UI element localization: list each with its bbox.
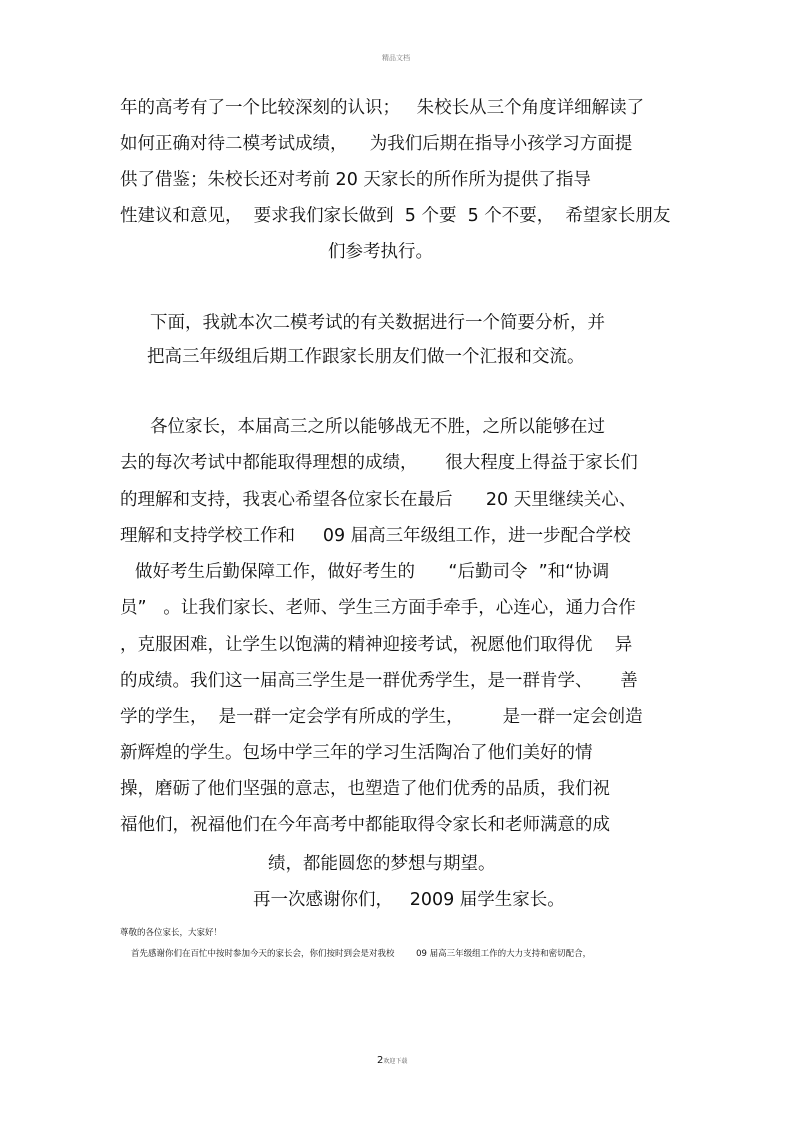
paragraph-line: 各位家长，本届高三之所以能够战无不胜，之所以能够在过 [150,417,605,437]
paragraph-line: 员” 。让我们家长、老师、学生三方面手牵手，心连心，通力合作 [120,598,636,618]
paragraph-line: ，克服困难，让学生以饱满的精神迎接考试，祝愿他们取得优 异 [120,635,633,655]
paragraph-line: 新辉煌的学生。包场中学三年的学习生活陶冶了他们美好的情 [120,743,593,763]
paragraph-line: 学的学生， 是一群一定会学有所成的学生， 是一群一定会创造 [120,707,643,727]
footer-tag: 欢迎下载 [383,1058,408,1065]
paragraph-line: 下面，我就本次二模考试的有关数据进行一个简要分析，并 [150,313,605,333]
paragraph-line: 绩，都能圆您的梦想与期望。 [268,854,496,874]
page-footer [377,1055,407,1066]
paragraph-line: 做好考生后勤保障工作，做好考生的 “后勤司令 ”和“协调 [135,562,610,582]
paragraph-line: 去的每次考试中都能取得理想的成绩， 很大程度上得益于家长们 [120,453,638,473]
paragraph-line: 把高三年级组后期工作跟家长朋友们做一个汇报和交流。 [147,347,585,367]
header-watermark: 精品文档 [382,54,410,62]
paragraph-line: 的成绩。我们这一届高三学生是一群优秀学生，是一群肯学、 善 [120,671,638,691]
paragraph-line: 年的高考有了一个比较深刻的认识； 朱校长从三个角度详细解读了 [120,98,645,118]
paragraph-line: 的理解和支持，我衷心希望各位家长在最后 20 天里继续关心、 [120,490,637,510]
paragraph-line: 如何正确对待二模考试成绩， 为我们后期在指导小孩学习方面提 [120,134,633,154]
page-number: 2 [377,1055,384,1066]
paragraph-line: 们参考执行。 [328,242,433,262]
paragraph-line: 性建议和意见， 要求我们家长做到 5 个要 5 个不要， 希望家长朋友 [120,206,671,226]
closing-line: 再一次感谢你们， 2009 届学生家长。 [253,890,565,910]
greeting-line: 尊敬的各位家长，大家好！ [120,928,223,938]
paragraph-line: 福他们，祝福他们在今年高考中都能取得令家长和老师满意的成 [120,815,610,835]
paragraph-line: 理解和支持学校工作和 09 届高三年级组工作，进一步配合学校 [120,526,631,546]
intro-line: 首先感谢你们在百忙中按时参加今天的家长会，你们按时到会是对我校 09 届高三年级组工作的大力支持和密切配合， [131,949,592,959]
paragraph-line: 操，磨砺了他们坚强的意志，也塑造了他们优秀的品质，我们祝 [120,779,610,799]
paragraph-line: 供了借鉴；朱校长还对考前 20 天家长的所作所为提供了指导 [120,170,591,190]
